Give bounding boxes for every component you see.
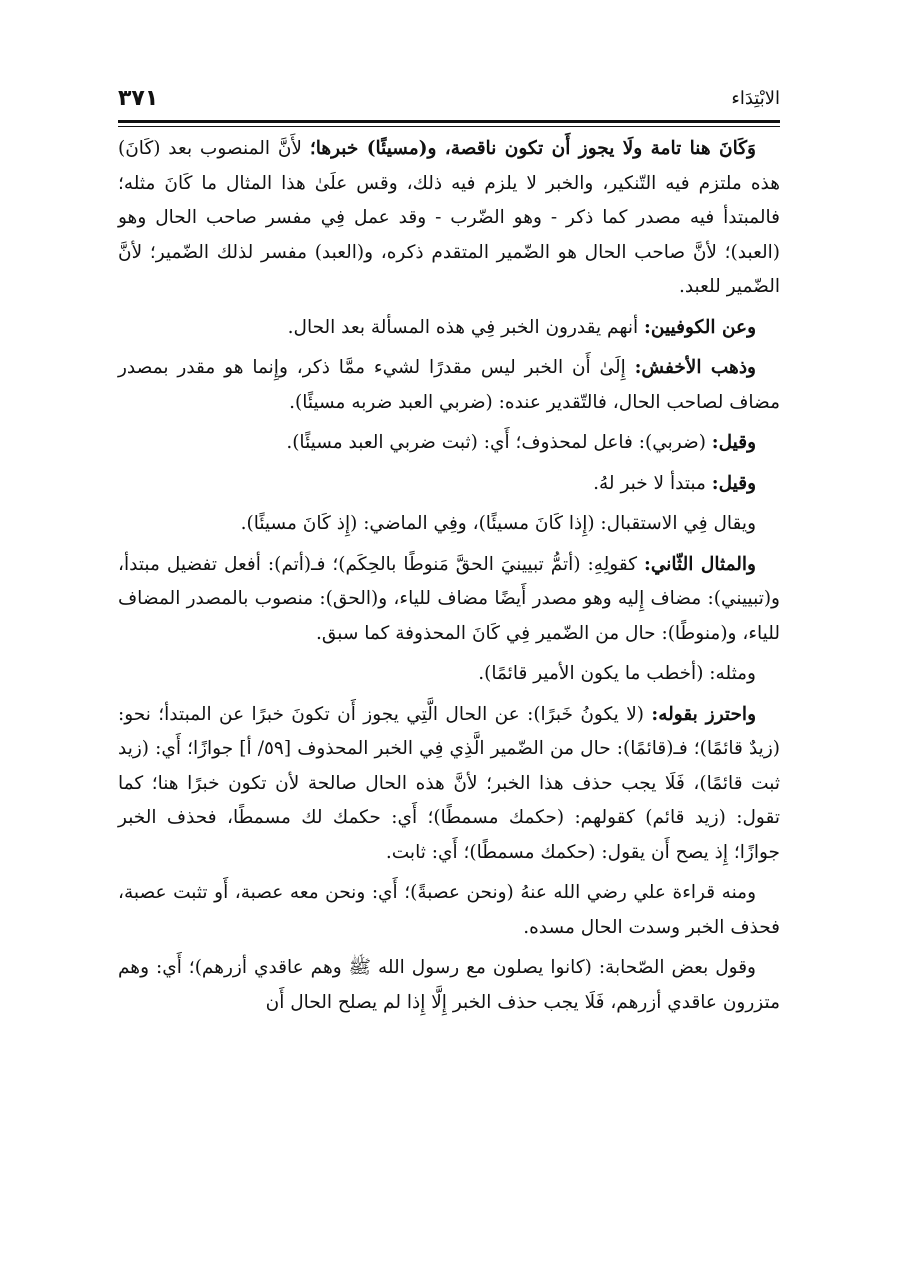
paragraph-9-opening: واحترز بقوله:	[651, 703, 757, 725]
paragraph-5-opening: وقيل:	[711, 472, 756, 494]
paragraph-7-text: كقولِهِ: (أتمُّ تبيينيَ الحقَّ مَنوطًا بالحِكَم)؛ فـ(أتم): أفعل تفضيل مبتدأ، و(تبييني): مضاف إِليه وهو مصدر أَيضًا مضاف للياء، و(الحق): منصوب بالمصدر المضاف للياء، و(منوطًا): حال من الضّمير فِي كَانَ المحذوفة كما سبق.	[118, 553, 780, 644]
paragraph-4-opening: وقيل:	[711, 432, 756, 453]
body-text	[118, 132, 780, 1026]
header-rule-thin	[118, 126, 780, 127]
paragraph-4	[118, 426, 780, 461]
paragraph-5-text: مبتدأ لا خبر لهُ.	[593, 472, 712, 494]
paragraph-4-text: (ضربي): فاعل لمحذوف؛ أَي: (ثبت ضربي العبد مسيئًا).	[286, 432, 712, 453]
paragraph-1-text: لأَنَّ المنصوب بعد (كَانَ) هذه ملتزم فيه التّنكير، والخبر لا يلزم فيه ذلك، وقس علَىٰ هذا المثال ما كَانَ مثله؛ فالمبتدأ فيه مصدر كما ذكر - وهو الضّرب - وقد عمل فِي مفسر صاحب الحال وهو (العبد)؛ لأنَّ صاحب الحال هو الضّمير المتقدم ذكره، و(العبد) مفسر لذلك الضّمير؛ لأنَّ الضّمير للعبد.	[118, 138, 780, 297]
paragraph-2	[118, 311, 780, 346]
paragraph-5	[118, 467, 780, 502]
paragraph-6-text: ويقال فِي الاستقبال: (إِذا كَانَ مسيئًا)، وفِي الماضي: (إِذ كَانَ مسيئًا).	[240, 513, 756, 534]
paragraph-1-opening: وَكَانَ هنا تامة ولَا يجوز أَن تكون ناقصة، و(مسيئًا) خبرها؛	[309, 138, 756, 159]
paragraph-3-opening: وذهب الأخفش:	[634, 357, 756, 378]
paragraph-8	[118, 657, 780, 692]
paragraph-9-text: (لا يكونُ خَبرًا): عن الحال الَّتِي يجوز أَن تكونَ خبرًا عن المبتدأ؛ نحو: (زيدٌ قائمًا)؛ فـ(قائمًا): حال من الضّمير الَّذِي فِي الخبر المحذوف [٥٩/ أ] جوازًا؛ أَي: (زيد ثبت قائمًا)، فَلَا يجب حذف هذا الخبر؛ لأنَّ هذه الحال صالحة لأن تكون خبرًا هنا؛ كما تقول: (زيد قائم) كقولهم: (حكمك مسمطًا)؛ أَي: حكمك لك مسمطًا، فحذف الخبر جوازًا؛ إِذ يصح أَن يقول: (حكمك مسمطًا)؛ أَي: ثابت.	[118, 703, 780, 863]
paragraph-2-text: أنهم يقدرون الخبر فِي هذه المسألة بعد الحال.	[287, 316, 645, 338]
paragraph-10	[118, 876, 780, 945]
paragraph-7-opening: والمثال الثّاني:	[644, 553, 756, 575]
page-header	[118, 82, 780, 122]
paragraph-8-text: ومثله: (أخطب ما يكون الأمير قائمًا).	[478, 663, 756, 684]
paragraph-9	[118, 698, 780, 871]
paragraph-2-opening: وعن الكوفيين:	[644, 316, 756, 338]
paragraph-3-text: إِلَىٰ أَن الخبر ليس مقدرًا لشيء ممَّا ذكر، وإِنما هو مقدر بمصدر مضاف لصاحب الحال، فالتّقدير عنده: (ضربي العبد ضربه مسيئًا).	[118, 357, 780, 413]
running-title: الابْتِدَاء	[731, 88, 780, 109]
paragraph-1	[118, 132, 780, 305]
paragraph-10-text: ومنه قراءة علي رضي الله عنهُ (ونحن عصبةً)؛ أَي: ونحن معه عصبة، أَو تثبت عصبة، فحذف الخبر وسدت الحال مسده.	[118, 882, 780, 938]
paragraph-11-text: وقول بعض الصّحابة: (كانوا يصلون مع رسول الله ﷺ وهم عاقدي أزرهم)؛ أَي: وهم متزرون عاقدي أزرهم، فَلَا يجب حذف الخبر إِلَّا إِذا لم يصلح الحال أَن	[118, 957, 780, 1013]
paragraph-3	[118, 351, 780, 420]
paragraph-11	[118, 951, 780, 1020]
paragraph-7	[118, 548, 780, 652]
paragraph-6	[118, 507, 780, 542]
header-rule-thick	[118, 120, 780, 123]
page-number: ٣٧١	[118, 86, 159, 111]
